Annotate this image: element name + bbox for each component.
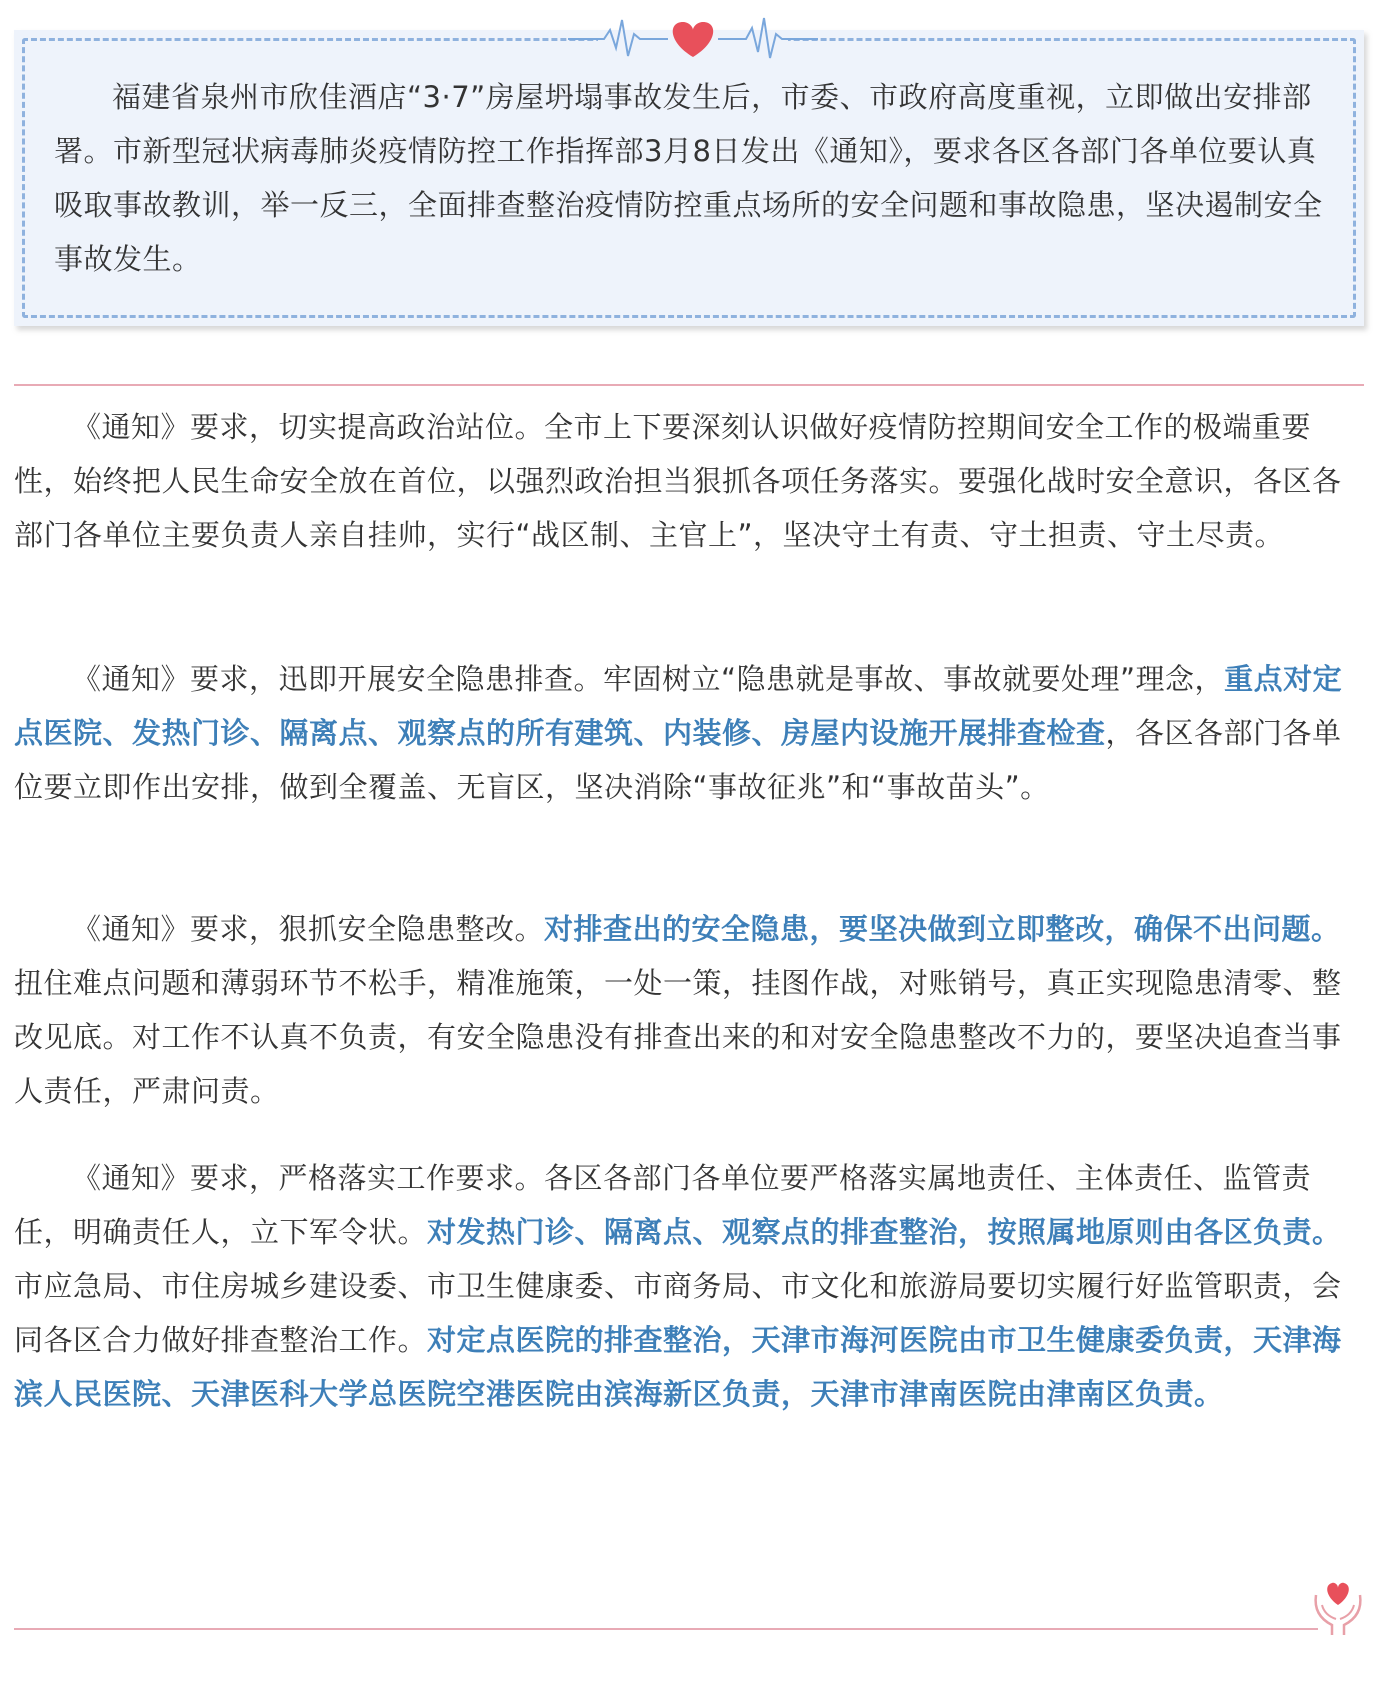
paragraph-4-text-b: 市应急局、市住房城乡建设委、市卫生健康委、市商务局、市文化和旅游局要切实履行好监管职责，会同各区合力做好排查整治工作。 [14,1269,1342,1357]
paragraph-2-highlight: 重点对定点医院、发热门诊、隔离点、观察点的所有建筑、内装修、房屋内设施开展排查检查 [14,662,1343,750]
paragraph-1 [14,400,1364,562]
paragraph-2-text-b: ，各区各部门各单位要立即作出安排，做到全覆盖、无盲区，坚决消除“事故征兆”和“事故苗头”。 [14,716,1342,804]
paragraph-3-text-a: 《通知》要求，狠抓安全隐患整改。 [72,912,545,946]
intro-text: 福建省泉州市欣佳酒店“3·7”房屋坍塌事故发生后，市委、市政府高度重视，立即做出安排部署。市新型冠状病毒肺炎疫情防控工作指挥部3月8日发出《通知》，要求各区各部门各单位要认真吸取事故教训，举一反三，全面排查整治疫情防控重点场所的安全问题和事故隐患，坚决遏制安全事故发生。 [54,80,1323,276]
paragraph-3 [14,902,1364,1118]
bottom-divider [14,1628,1318,1630]
paragraph-1-text: 《通知》要求，切实提高政治站位。全市上下要深刻认识做好疫情防控期间安全工作的极端重要性，始终把人民生命安全放在首位，以强烈政治担当狠抓各项任务落实。要强化战时安全意识，各区各部门各单位主要负责人亲自挂帅，实行“战区制、主官上”，坚决守土有责、守土担责、守土尽责。 [14,410,1342,552]
paragraph-3-text-b: 扭住难点问题和薄弱环节不松手，精准施策，一处一策，挂图作战，对账销号，真正实现隐患清零、整改见底。对工作不认真不负责，有安全隐患没有排查出来的和对安全隐患整改不力的，要坚决追查当事人责任，严肃问责。 [14,966,1342,1108]
top-divider [14,384,1364,386]
paragraph-2 [14,652,1364,814]
hands-heart-icon [1310,1575,1366,1637]
heartbeat-heart-icon [568,12,818,64]
paragraph-4-highlight-a: 对发热门诊、隔离点、观察点的排查整治，按照属地原则由各区负责。 [427,1215,1342,1249]
paragraph-2-text-a: 《通知》要求，迅即开展安全隐患排查。牢固树立“隐患就是事故、事故就要处理”理念， [72,662,1225,696]
paragraph-3-highlight: 对排查出的安全隐患，要坚决做到立即整改，确保不出问题。 [544,912,1341,946]
paragraph-4-text-a: 《通知》要求，严格落实工作要求。各区各部门各单位要严格落实属地责任、主体责任、监管责任，明确责任人，立下军令状。 [14,1161,1312,1249]
intro-box [14,30,1364,326]
paragraph-4-highlight-b: 对定点医院的排查整治，天津市海河医院由市卫生健康委负责，天津海滨人民医院、天津医科大学总医院空港医院由滨海新区负责，天津市津南医院由津南区负责。 [14,1323,1342,1411]
paragraph-4 [14,1151,1364,1421]
